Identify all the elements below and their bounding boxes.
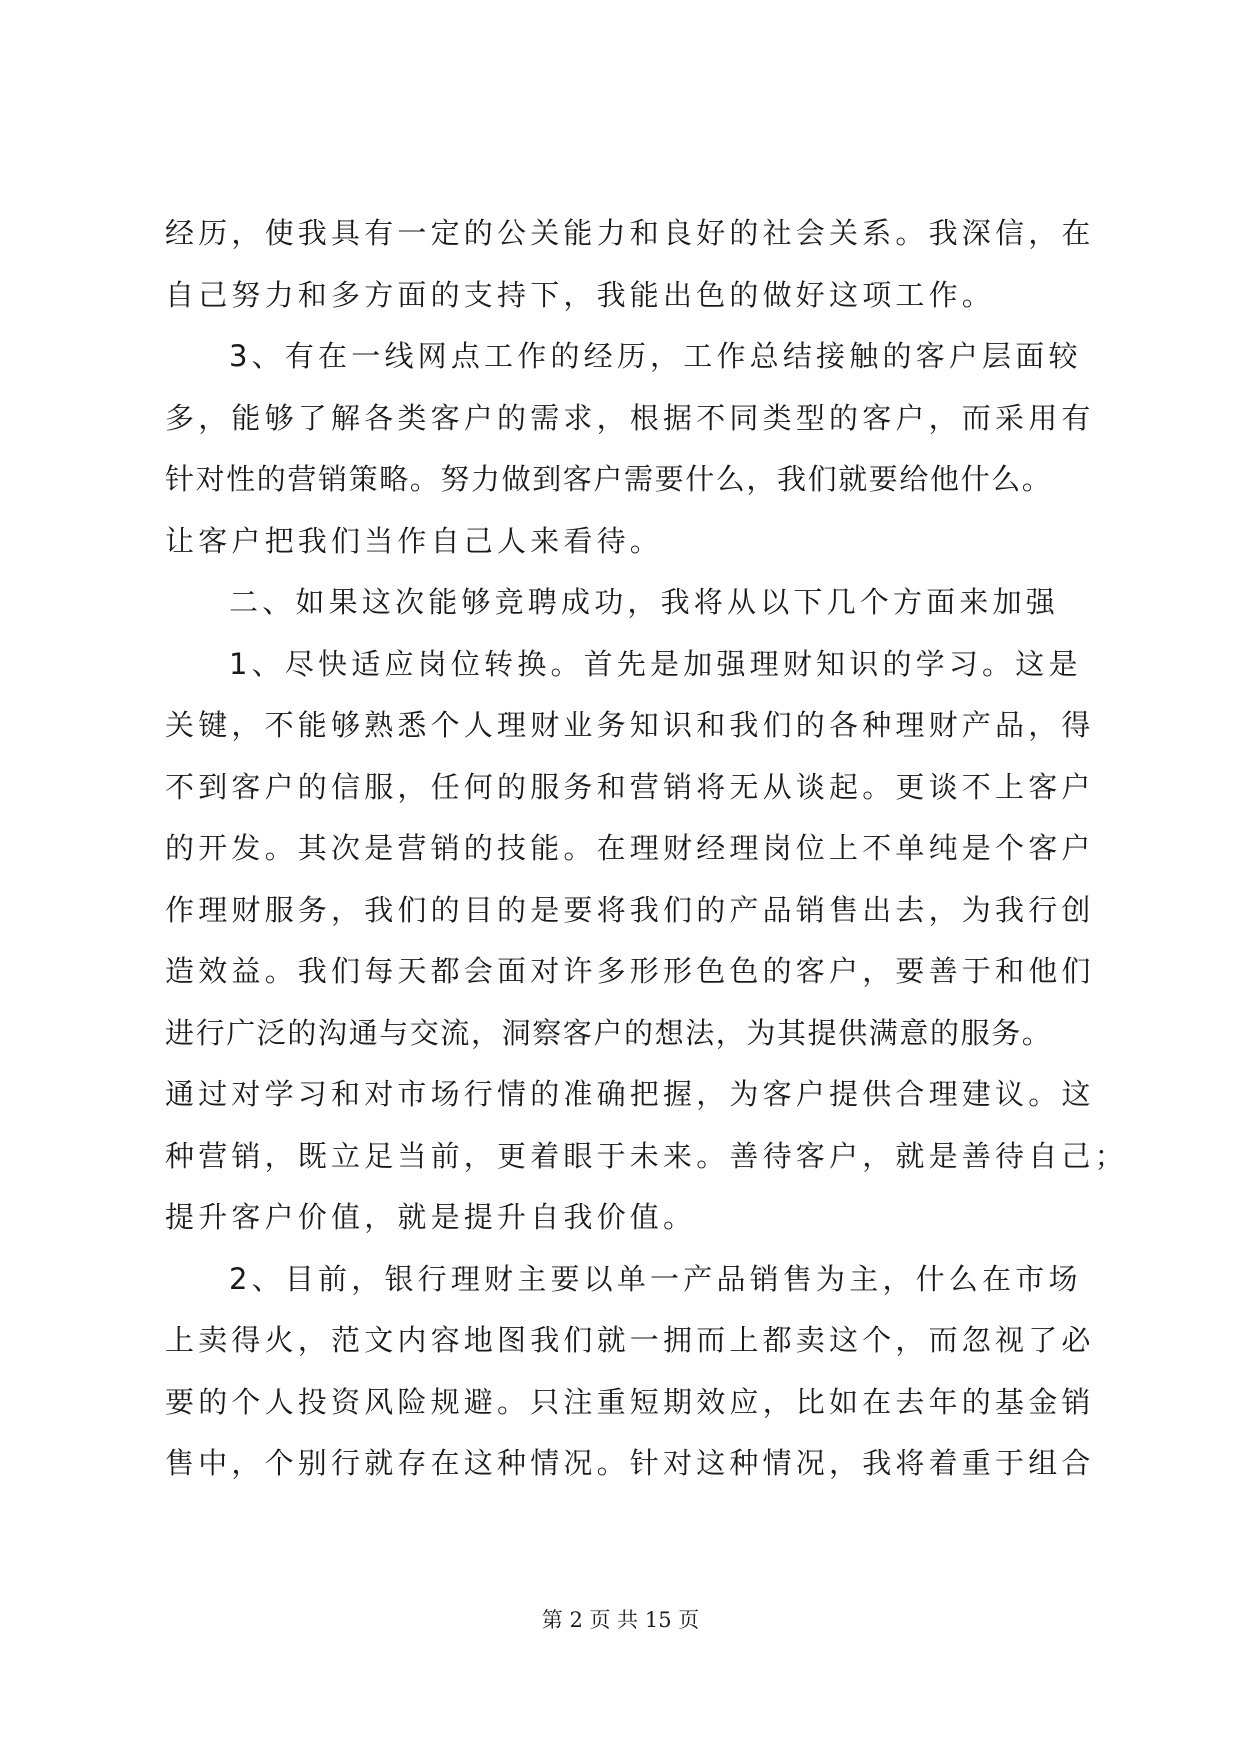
text-line: 多，能够了解各类客户的需求，根据不同类型的客户，而采用有 [165,400,1095,435]
text-line: 的开发。其次是营销的技能。在理财经理岗位上不单纯是个客户 [165,831,1095,865]
text-line: 让客户把我们当作自己人来看待。 [165,523,664,558]
text-line: 不到客户的信服，任何的服务和营销将无从谈起。更谈不上客户 [165,769,1095,804]
text-line: 种营销，既立足当前，更着眼于未来。善待客户，就是善待自己； [165,1138,1128,1173]
text-line: 通过对学习和对市场行情的准确把握，为客户提供合理建议。这 [165,1077,1095,1111]
document-body [165,203,1128,1495]
text-line: 上卖得火，范文内容地图我们就一拥而上都卖这个，而忽视了必 [165,1323,1095,1357]
paragraph-start-line: 2、目前，银行理财主要以单一产品销售为主，什么在市场 [229,1261,1082,1296]
text-line: 针对性的营销策略。努力做到客户需要什么，我们就要给他什么。 [165,462,1053,496]
section-heading-line: 二、如果这次能够竞聘成功，我将从以下几个方面来加强 [229,585,1060,619]
text-line: 造效益。我们每天都会面对许多形形色色的客户，要善于和他们 [165,954,1095,988]
text-line: 经历，使我具有一定的公关能力和良好的社会关系。我深信，在 [165,216,1095,250]
paragraph-start-line: 1、尽快适应岗位转换。首先是加强理财知识的学习。这是 [229,646,1082,681]
page-number-footer: 第 2 页 共 15 页 [541,1608,700,1632]
text-line: 进行广泛的沟通与交流，洞察客户的想法，为其提供满意的服务。 [165,1015,1053,1050]
text-line: 作理财服务，我们的目的是要将我们的产品销售出去，为我行创 [165,892,1095,927]
text-line: 售中，个别行就存在这种情况。针对这种情况，我将着重于组合 [165,1446,1095,1480]
text-line: 自己努力和多方面的支持下，我能出色的做好这项工作。 [165,277,996,312]
text-line: 提升客户价值，就是提升自我价值。 [165,1200,697,1234]
text-line: 要的个人投资风险规避。只注重短期效应，比如在去年的基金销 [165,1384,1095,1419]
text-line: 关键，不能够熟悉个人理财业务知识和我们的各种理财产品，得 [165,708,1095,742]
paragraph-start-line: 3、有在一线网点工作的经历，工作总结接触的客户层面较 [229,339,1082,373]
